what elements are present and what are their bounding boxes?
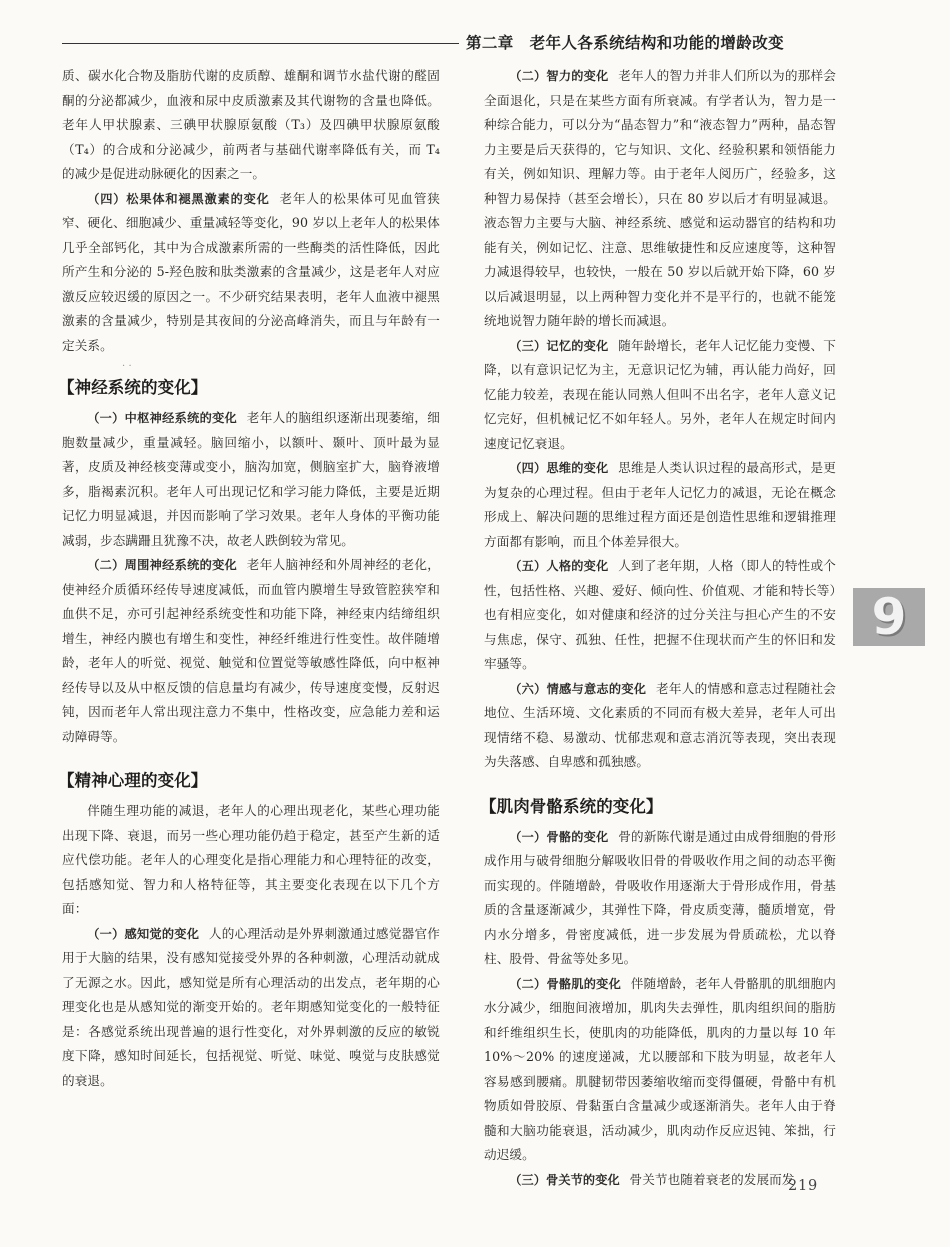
paragraph: [484, 1168, 836, 1193]
paragraph: 质、碳水化合物及脂肪代谢的皮质醇、雄酮和调节水盐代谢的醛固酮的分泌都减少，血液和尿中皮质激素及其代谢物的含量也降低。老年人甲状腺素、三碘甲状腺原氨酸（T₃）及四碘甲状腺原氨酸（T₄）的合成和分泌减少，前两者与基础代谢率降低有关，而 T₄ 的减少是促进动脉硬化的因素之一。: [62, 68, 440, 181]
section-heading: 【精神心理的变化】: [58, 771, 208, 790]
chapter-number: 9: [871, 588, 907, 646]
paragraph-text: 老年人的情感和意志过程随社会地位、生活环境、文化素质的不同而有极大差异，老年人可出现情绪不稳、易激动、忧郁悲观和意志消沉等表现，突出表现为失落感、自卑感和孤独感。: [484, 680, 836, 769]
subsection-title: （二）周围神经系统的变化: [87, 558, 238, 572]
paragraph-text: 老年人的智力并非人们所以为的那样会全面退化，只是在某些方面有所衰减。有学者认为，智力是一种综合能力，可以分为“晶态智力”和“液态智力”两种，晶态智力主要是后天获得的，它与知识、文化、经验积累和领悟能力有关，例如知识、理解力等。由于老年人阅历广，经验多，这种智力易保持（甚至会增长），只在 80 岁以后才有明显减退。液态智力主要与大脑、神经系统、感觉和运动器官的结构和功能有关，例如记忆、注意、思维敏捷性和反应速度等，这种智力减退得较早，也较快，一般在 50 岁以后就开始下降，60 岁以后减退明显，以上两种智力变化并不是平行的，也就不能笼统地说智力随年龄的增长而减退。: [484, 68, 836, 328]
chapter-tab: [853, 588, 925, 646]
paragraph: [62, 406, 440, 553]
paragraph-text: 老年人的松果体可见血管狭窄、硬化、细胞减少、重量减轻等变化，90 岁以上老年人的松果体几乎全部钙化，其中为合成激素所需的一些酶类的活性降低，因此所产生和分泌的 5-羟色胺和肽类激素的含量减少，这是老年人对应激反应较迟缓的原因之一。不少研究结果表明，老年人血液中褪黑激素的含量减少，特别是其夜间的分泌高峰消失，而且与年龄有一定关系。: [62, 190, 440, 353]
paragraph-text: 伴随增龄，老年人骨骼肌的肌细胞内水分减少，细胞间液增加，肌肉失去弹性，肌肉组织间的脂肪和纤维组织生长，使肌肉的功能降低，肌肉的力量以每 10 年 10%～20% 的速度递减，尤以腰部和下肢为明显，故老年人容易感到腰痛。肌腱韧带因萎缩收缩而变得僵硬，骨骼中有机物质如骨胶原、骨黏蛋白含量减少或逐渐消失。老年人由于脊髓和大脑功能衰退，活动减少，肌肉动作反应迟钝、笨拙，行动迟缓。: [484, 975, 836, 1162]
paragraph-text: 随年龄增长，老年人记忆能力变慢、下降，以有意识记忆为主，无意识记忆为辅，再认能力尚好，回忆能力较差，表现在能认同熟人但叫不出名字，老年人意义记忆完好，但机械记忆不如年轻人。另外，老年人在规定时间内速度记忆衰退。: [484, 337, 836, 451]
subsection-title: （三）骨关节的变化: [509, 1172, 620, 1187]
paragraph-text: 思维是人类认识过程的最高形式，是更为复杂的心理过程。但由于老年人记忆力的减退，无论在概念形成上、解决问题的思维过程方面还是创造性思维和逻辑推理方面都有影响，而且个体差异很大。: [484, 460, 836, 549]
paragraph-text: 老年人脑神经和外周神经的老化，使神经介质循环经传导速度减低，而血管内膜增生导致管腔狭窄和血供不足，亦可引起神经系统变性和功能下降，神经束内结缔组织增生，神经内膜也有增生和变性，神经纤维进行性变性。故伴随增龄，老年人的听觉、视觉、触觉和位置觉等敏感性降低，向中枢神经传导以及从中枢反馈的信息量均有减少，传导速度变慢，反射迟钝，因而老年人常出现注意力不集中，性格改变，应急能力差和运动障碍等。: [62, 557, 441, 744]
paragraph: [484, 456, 836, 554]
paragraph: [62, 553, 440, 749]
subsection-title: （五）人格的变化: [509, 559, 609, 573]
subsection-title: （四）松果体和褪黑激素的变化: [87, 191, 270, 206]
subsection-title: （六）情感与意志的变化: [509, 681, 647, 696]
paragraph: [484, 64, 836, 334]
subsection-title: （二）骨骼肌的变化: [509, 976, 622, 991]
paragraph-text: 人的心理活动是外界刺激通过感觉器官作用于大脑的结果，没有感知觉接受外界的各种刺激，心理活动就成了无源之水。因此，感知觉是所有心理活动的出发点，老年期的心理变化也是从感知觉的渐变开始的。老年期感知觉变化的一般特征是：各感觉系统出现普遍的退行性变化，对外界刺激的反应的敏锐度下降，感知时间延长，包括视觉、听觉、味觉、嗅觉与皮肤感觉的衰退。: [62, 925, 440, 1088]
paragraph: [484, 677, 836, 775]
section-heading: 【神经系统的变化】: [58, 378, 208, 397]
subsection-title: （四）思维的变化: [509, 461, 609, 475]
section-heading: 【肌肉骨骼系统的变化】: [480, 796, 663, 816]
subsection-title: （二）智力的变化: [509, 69, 609, 83]
paragraph: [62, 187, 440, 359]
subsection-title: （三）记忆的变化: [509, 338, 609, 353]
paragraph: [484, 334, 836, 457]
paragraph: [484, 554, 836, 677]
header-rule: [62, 43, 459, 44]
paragraph: [484, 972, 836, 1168]
subsection-title: （一）中枢神经系统的变化: [87, 411, 238, 425]
page-number: 219: [788, 1178, 819, 1194]
paragraph-text: 骨的新陈代谢是通过由成骨细胞的骨形成作用与破骨细胞分解吸收旧骨的骨吸收作用之间的动态平衡而实现的。伴随增龄，骨吸收作用逐渐大于骨形成作用，骨基质的含量逐渐减少，其弹性下降，骨皮质变薄，髓质增宽，骨内水分增多，骨密度减低，进一步发展为骨质疏松，尤以脊柱、股骨、骨盆等处多见。: [484, 828, 836, 966]
paragraph: [62, 922, 440, 1094]
paragraph: 伴随生理功能的减退，老年人的心理出现老化，某些心理功能出现下降、衰退，而另一些心理功能仍趋于稳定，甚至产生新的适应代偿功能。老年人的心理变化是指心理能力和心理特征的改变，包括感知觉、智力和人格特征等，其主要变化表现在以下几个方面：: [62, 803, 440, 916]
stray-marks: · ·: [122, 361, 132, 372]
left-column: [58, 64, 441, 1093]
running-head: 第二章 老年人各系统结构和功能的增龄改变: [466, 34, 785, 52]
subsection-title: （一）骨骼的变化: [509, 829, 609, 844]
right-column: [480, 64, 836, 1192]
subsection-title: （一）感知觉的变化: [87, 926, 200, 941]
paragraph: [484, 825, 836, 972]
paragraph-text: 人到了老年期，人格（即人的特性或个性，包括性格、兴趣、爱好、倾向性、价值观、才能和特长等）也有相应变化，如对健康和经济的过分关注与担心产生的不安与焦虑，保守、孤独、任性，把握不住现状而产生的怀旧和发牢骚等。: [484, 558, 836, 671]
paragraph-text: 老年人的脑组织逐渐出现萎缩，细胞数量减少，重量减轻。脑回缩小，以额叶、颞叶、顶叶最为显著，皮质及神经核变薄或变小，脑沟加宽，侧脑室扩大，脑脊液增多，脂褐素沉积。老年人可出现记忆和学习能力降低，主要是近期记忆力明显减退，并因而影响了学习效果。老年人身体的平衡功能减弱，步态蹒跚且犹豫不决，故老人跌倒较为常见。: [62, 410, 441, 548]
paragraph-text: 骨关节也随着衰老的发展而发: [629, 1171, 795, 1187]
